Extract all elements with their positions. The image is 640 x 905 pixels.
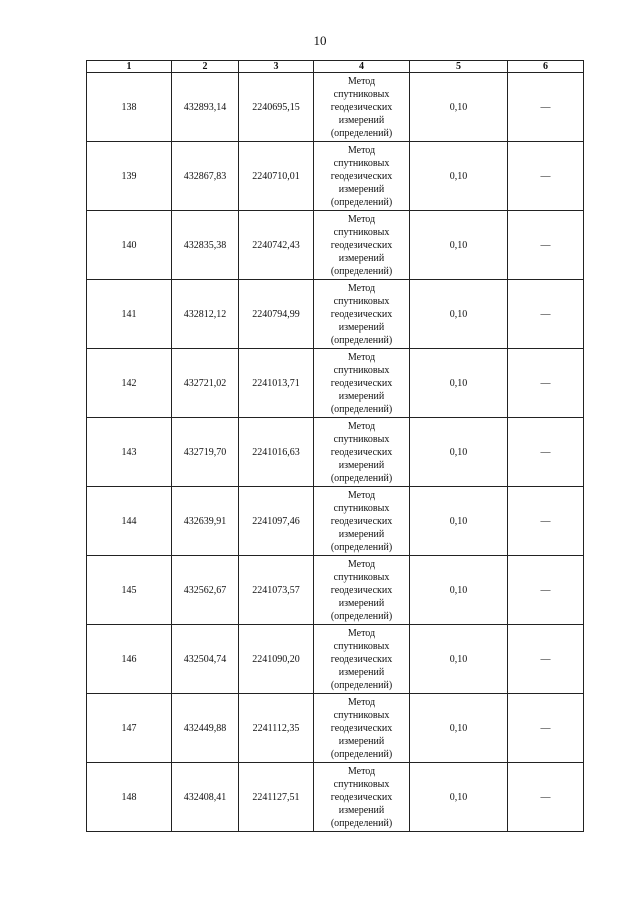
method-line: (определений) [330,403,393,415]
method-line: спутниковых [333,157,390,169]
method-line: Метод [347,489,376,501]
method-line: спутниковых [333,295,390,307]
method-line: измерений [338,183,385,195]
method-line: спутниковых [333,364,390,376]
method-line: геодезических [330,722,393,734]
method-line: геодезических [330,377,393,389]
page-number: 10 [313,33,327,48]
method-line: Метод [347,75,376,87]
point-number-cell: 143 [87,418,172,487]
method-line: (определений) [330,265,393,277]
method-cell [314,625,410,694]
table-row [87,73,584,142]
coordinates-table [86,60,584,832]
note-cell: — [508,694,584,763]
accuracy-cell: 0,10 [410,142,508,211]
point-number-cell: 144 [87,487,172,556]
accuracy-cell: 0,10 [410,487,508,556]
note-cell: — [508,487,584,556]
method-line: измерений [338,459,385,471]
table-row [87,556,584,625]
method-line: спутниковых [333,502,390,514]
y-coordinate-cell: 2241127,51 [239,763,314,832]
method-line: геодезических [330,446,393,458]
method-line: измерений [338,597,385,609]
x-coordinate-cell: 432639,91 [172,487,239,556]
x-coordinate-cell: 432504,74 [172,625,239,694]
accuracy-cell: 0,10 [410,418,508,487]
method-line: геодезических [330,308,393,320]
accuracy-cell: 0,10 [410,280,508,349]
note-cell: — [508,763,584,832]
method-cell [314,556,410,625]
y-coordinate-cell: 2240794,99 [239,280,314,349]
method-line: (определений) [330,748,393,760]
note-cell: — [508,211,584,280]
y-coordinate-cell: 2240695,15 [239,73,314,142]
accuracy-cell: 0,10 [410,625,508,694]
table-row [87,625,584,694]
table-row [87,349,584,418]
point-number-cell: 146 [87,625,172,694]
method-line: геодезических [330,101,393,113]
table-row [87,763,584,832]
method-line: спутниковых [333,709,390,721]
method-line: геодезических [330,239,393,251]
method-line: спутниковых [333,88,390,100]
method-line: Метод [347,144,376,156]
method-line: измерений [338,390,385,402]
point-number-cell: 142 [87,349,172,418]
method-line: (определений) [330,817,393,829]
method-line: (определений) [330,127,393,139]
method-cell [314,142,410,211]
accuracy-cell: 0,10 [410,349,508,418]
y-coordinate-cell: 2240710,01 [239,142,314,211]
note-cell: — [508,280,584,349]
method-line: геодезических [330,584,393,596]
point-number-cell: 141 [87,280,172,349]
method-line: спутниковых [333,226,390,238]
method-line: измерений [338,114,385,126]
accuracy-cell: 0,10 [410,556,508,625]
point-number-cell: 145 [87,556,172,625]
table-row [87,694,584,763]
method-line: Метод [347,696,376,708]
x-coordinate-cell: 432893,14 [172,73,239,142]
x-coordinate-cell: 432449,88 [172,694,239,763]
method-line: измерений [338,528,385,540]
note-cell: — [508,142,584,211]
x-coordinate-cell: 432719,70 [172,418,239,487]
y-coordinate-cell: 2241013,71 [239,349,314,418]
column-header-1: 1 [87,61,172,73]
method-line: измерений [338,666,385,678]
point-number-cell: 138 [87,73,172,142]
method-line: Метод [347,282,376,294]
column-header-2: 2 [172,61,239,73]
column-header-5: 5 [410,61,508,73]
note-cell: — [508,73,584,142]
method-line: (определений) [330,334,393,346]
x-coordinate-cell: 432721,02 [172,349,239,418]
table-header-row [87,61,584,73]
point-number-cell: 148 [87,763,172,832]
x-coordinate-cell: 432408,41 [172,763,239,832]
y-coordinate-cell: 2240742,43 [239,211,314,280]
method-line: Метод [347,627,376,639]
method-line: спутниковых [333,433,390,445]
x-coordinate-cell: 432867,83 [172,142,239,211]
method-line: измерений [338,252,385,264]
method-line: спутниковых [333,640,390,652]
method-line: измерений [338,735,385,747]
note-cell: — [508,625,584,694]
accuracy-cell: 0,10 [410,73,508,142]
method-line: геодезических [330,170,393,182]
y-coordinate-cell: 2241073,57 [239,556,314,625]
y-coordinate-cell: 2241090,20 [239,625,314,694]
method-line: Метод [347,765,376,777]
note-cell: — [508,556,584,625]
method-line: (определений) [330,541,393,553]
note-cell: — [508,418,584,487]
method-line: Метод [347,558,376,570]
accuracy-cell: 0,10 [410,694,508,763]
table-row [87,418,584,487]
method-line: Метод [347,213,376,225]
y-coordinate-cell: 2241097,46 [239,487,314,556]
method-line: спутниковых [333,571,390,583]
method-line: (определений) [330,472,393,484]
column-header-3: 3 [239,61,314,73]
column-header-4: 4 [314,61,410,73]
accuracy-cell: 0,10 [410,763,508,832]
x-coordinate-cell: 432812,12 [172,280,239,349]
method-cell [314,487,410,556]
method-cell [314,763,410,832]
table-row [87,142,584,211]
table-row [87,487,584,556]
method-line: спутниковых [333,778,390,790]
method-line: (определений) [330,196,393,208]
method-line: геодезических [330,791,393,803]
method-cell [314,418,410,487]
method-line: геодезических [330,515,393,527]
table-row [87,211,584,280]
method-line: (определений) [330,679,393,691]
method-line: Метод [347,351,376,363]
table-body [87,73,584,832]
point-number-cell: 147 [87,694,172,763]
y-coordinate-cell: 2241112,35 [239,694,314,763]
method-line: (определений) [330,610,393,622]
point-number-cell: 140 [87,211,172,280]
method-cell [314,73,410,142]
method-line: Метод [347,420,376,432]
note-cell: — [508,349,584,418]
method-cell [314,211,410,280]
method-line: измерений [338,321,385,333]
y-coordinate-cell: 2241016,63 [239,418,314,487]
method-cell [314,349,410,418]
table-row [87,280,584,349]
method-line: геодезических [330,653,393,665]
point-number-cell: 139 [87,142,172,211]
x-coordinate-cell: 432562,67 [172,556,239,625]
method-cell [314,694,410,763]
column-header-6: 6 [508,61,584,73]
method-line: измерений [338,804,385,816]
x-coordinate-cell: 432835,38 [172,211,239,280]
method-cell [314,280,410,349]
accuracy-cell: 0,10 [410,211,508,280]
